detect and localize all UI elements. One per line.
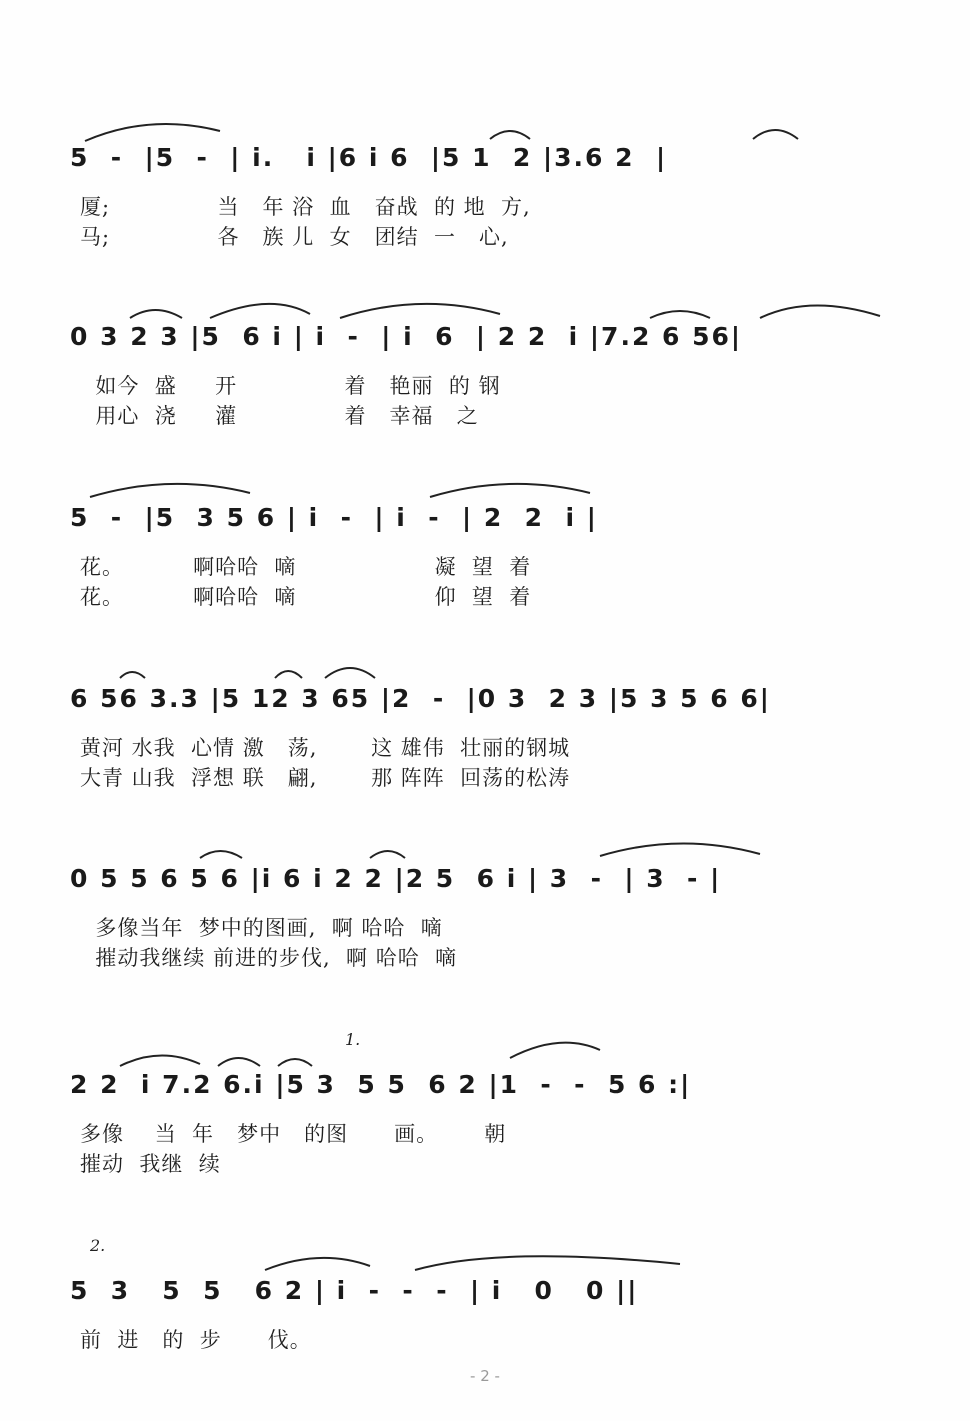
notation-line: 5 3 5 5 6 2 | i - - - | i 0 0 || <box>70 1276 639 1305</box>
notation-line: 5 - |5 3 5 6 | i - | i - | 2 2 i | <box>70 503 598 532</box>
notation-line: 0 5 5 6 5 6 |i 6 i 2 2 |2 5 6 i | 3 - | 3 - | <box>70 864 722 893</box>
lyric-verse-2: 摧动我继续 前进的步伐, 啊 哈哈 嘀 <box>80 946 458 970</box>
lyric-verse-2: 大青 山我 浮想 联 翩, 那 阵阵 回荡的松涛 <box>80 766 571 790</box>
lyric-verse-1: 多像当年 梦中的图画, 啊 哈哈 嘀 <box>80 916 443 940</box>
volta-bracket-2: 2. <box>90 1236 106 1255</box>
lyric-verse-2: 马; 各 族 儿 女 团结 一 心, <box>80 225 509 249</box>
lyric-verse-1: 多像 当 年 梦中 的图 画。 朝 <box>80 1122 507 1146</box>
notation-line: 2 2 i 7.2 6.i |5 3 5 5 6 2 |1 - - 5 6 :| <box>70 1070 692 1099</box>
notation-line: 5 - |5 - | i. i |6 i 6 |5 1 2 |3.6 2 | <box>70 143 668 172</box>
lyric-verse-1: 黄河 水我 心情 激 荡, 这 雄伟 壮丽的钢城 <box>80 736 571 760</box>
lyric-verse-1: 花。 啊哈哈 嘀 凝 望 着 <box>80 555 532 579</box>
page-number: - 2 - <box>470 1367 500 1385</box>
lyric-verse-2: 花。 啊哈哈 嘀 仰 望 着 <box>80 585 532 609</box>
lyric-verse-2: 用心 浇 灌 着 幸福 之 <box>80 404 479 428</box>
lyric-verse-1: 厦; 当 年 浴 血 奋战 的 地 方, <box>80 195 531 219</box>
lyric-verse-1: 前 进 的 步 伐。 <box>80 1328 312 1352</box>
lyric-verse-1: 如今 盛 开 着 艳丽 的 钢 <box>80 374 501 398</box>
notation-line: 6 56 3.3 |5 12 3 65 |2 - |0 3 2 3 |5 3 5 6 6| <box>70 684 771 713</box>
volta-bracket-1: 1. <box>345 1030 361 1049</box>
lyric-verse-2: 摧动 我继 续 <box>80 1152 221 1176</box>
notation-line: 0 3 2 3 |5 6 i | i - | i 6 | 2 2 i |7.2 6 56| <box>70 322 743 351</box>
